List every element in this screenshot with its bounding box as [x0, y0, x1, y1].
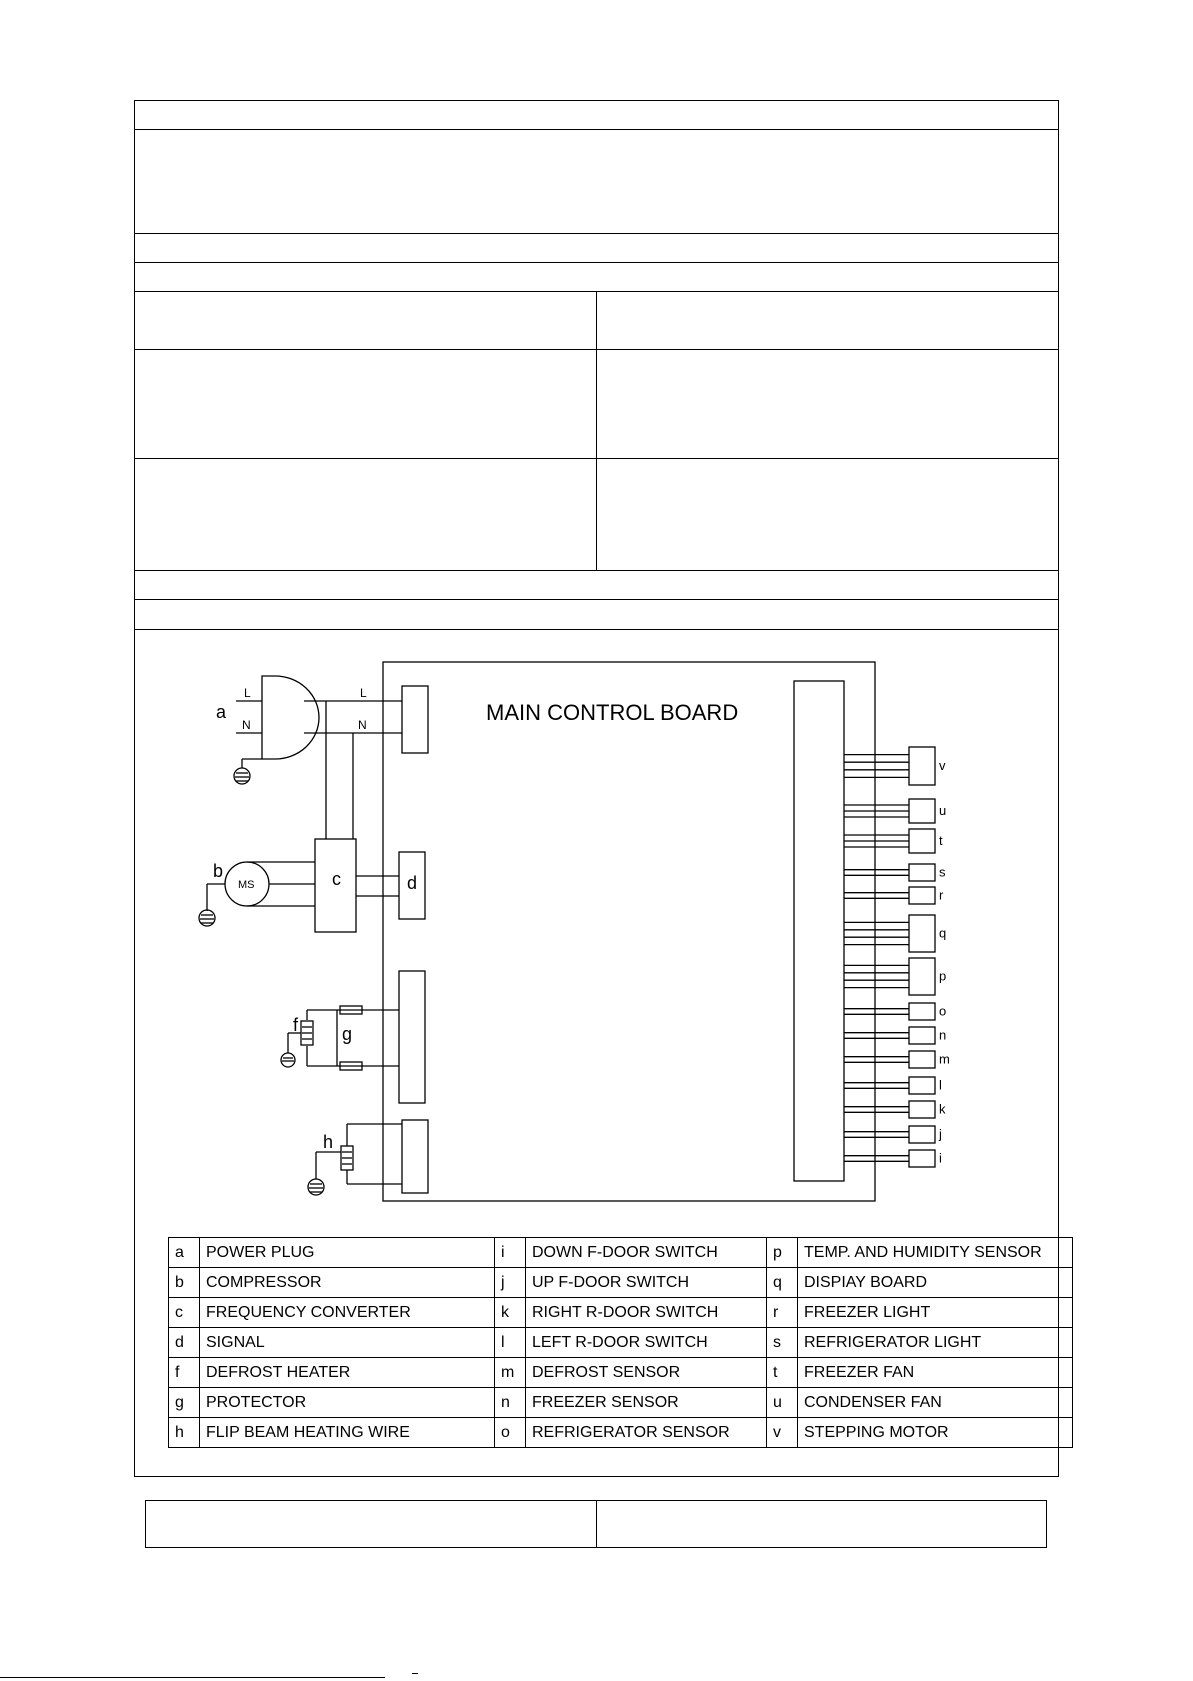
connector-q	[909, 915, 935, 952]
legend-key: k	[495, 1298, 526, 1328]
legend-row	[169, 1298, 1073, 1328]
legend-label: SIGNAL	[200, 1328, 495, 1358]
legend-key: a	[169, 1238, 200, 1268]
legend-key: h	[169, 1418, 200, 1448]
power-plug	[262, 676, 319, 759]
legend-label: STEPPING MOTOR	[798, 1418, 1073, 1448]
legend-key: f	[169, 1358, 200, 1388]
legend-label: REFRIGERATOR SENSOR	[526, 1418, 767, 1448]
power-connector	[402, 686, 428, 753]
connector-i	[909, 1150, 935, 1167]
connector-m	[909, 1051, 935, 1068]
legend-key: s	[767, 1328, 798, 1358]
legend-label: FREEZER LIGHT	[798, 1298, 1073, 1328]
connector-label: n	[939, 1027, 947, 1043]
connector-s	[909, 864, 935, 881]
plug-neutral-label: N	[242, 718, 251, 732]
label-g: g	[342, 1024, 353, 1044]
legend-label: PROTECTOR	[200, 1388, 495, 1418]
legend-label: TEMP. AND HUMIDITY SENSOR	[798, 1238, 1073, 1268]
board-neutral-label: N	[358, 718, 367, 732]
legend-row	[169, 1238, 1073, 1268]
connector-u	[909, 799, 935, 823]
connector-label: u	[939, 803, 947, 818]
legend-key: t	[767, 1358, 798, 1388]
legend-label: COMPRESSOR	[200, 1268, 495, 1298]
legend-label: FREEZER FAN	[798, 1358, 1073, 1388]
legend-key: d	[169, 1328, 200, 1358]
legend-label: FREEZER SENSOR	[526, 1388, 767, 1418]
board-line-label: L	[360, 686, 367, 700]
legend-row	[169, 1358, 1073, 1388]
legend-key: b	[169, 1268, 200, 1298]
legend-key: v	[767, 1418, 798, 1448]
label-b: b	[213, 861, 224, 881]
legend-label: POWER PLUG	[200, 1238, 495, 1268]
legend-key: q	[767, 1268, 798, 1298]
legend-label: DEFROST HEATER	[200, 1358, 495, 1388]
legend-label: REFRIGERATOR LIGHT	[798, 1328, 1073, 1358]
connector-p	[909, 958, 935, 995]
connector-label: j	[939, 1126, 942, 1142]
connector-label: m	[939, 1051, 950, 1067]
legend-label: DEFROST SENSOR	[526, 1358, 767, 1388]
legend-row	[169, 1268, 1073, 1298]
connector-j	[909, 1126, 935, 1143]
legend-row	[169, 1418, 1073, 1448]
board-terminal-strip	[794, 681, 844, 1181]
legend-key: o	[495, 1418, 526, 1448]
connector-t	[909, 829, 935, 853]
legend-key: n	[495, 1388, 526, 1418]
connector-label: t	[939, 833, 943, 848]
connector-label: i	[939, 1150, 942, 1166]
connector-label: s	[939, 864, 946, 880]
legend-key: i	[495, 1238, 526, 1268]
legend-row	[169, 1328, 1073, 1358]
label-c: c	[332, 869, 341, 889]
legend-label: DISPIAY BOARD	[798, 1268, 1073, 1298]
legend-label: FREQUENCY CONVERTER	[200, 1298, 495, 1328]
legend-key: u	[767, 1388, 798, 1418]
connector-label: r	[939, 887, 944, 903]
compressor-motor-label: MS	[238, 879, 255, 891]
legend-table	[168, 1237, 1073, 1448]
plug-line-label: L	[244, 686, 251, 700]
label-d: d	[407, 873, 418, 893]
legend-label: RIGHT R-DOOR SWITCH	[526, 1298, 767, 1328]
legend-key: c	[169, 1298, 200, 1328]
legend-label: FLIP BEAM HEATING WIRE	[200, 1418, 495, 1448]
legend-label: UP F-DOOR SWITCH	[526, 1268, 767, 1298]
legend-key: l	[495, 1328, 526, 1358]
legend-label: DOWN F-DOOR SWITCH	[526, 1238, 767, 1268]
connector-n	[909, 1027, 935, 1044]
label-a: a	[216, 702, 227, 722]
ground-icon	[281, 1053, 295, 1067]
connector-label: v	[939, 758, 946, 773]
legend-label: CONDENSER FAN	[798, 1388, 1073, 1418]
connector-o	[909, 1003, 935, 1020]
label-f: f	[293, 1015, 299, 1035]
legend-row	[169, 1388, 1073, 1418]
connector-label: p	[939, 968, 947, 984]
legend-key: r	[767, 1298, 798, 1328]
board-title: MAIN CONTROL BOARD	[486, 700, 739, 725]
connector-label: k	[939, 1101, 946, 1117]
connector-label: l	[939, 1077, 942, 1093]
connector-v	[909, 747, 935, 785]
connector-r	[909, 887, 935, 904]
label-h: h	[323, 1132, 334, 1152]
connector-label: q	[939, 925, 947, 941]
connector-label: o	[939, 1003, 947, 1019]
legend-label: LEFT R-DOOR SWITCH	[526, 1328, 767, 1358]
legend-key: g	[169, 1388, 200, 1418]
connector-k	[909, 1101, 935, 1118]
heater-connector	[399, 971, 425, 1103]
legend-key: j	[495, 1268, 526, 1298]
connector-l	[909, 1077, 935, 1094]
flip-beam-connector	[402, 1120, 428, 1193]
legend-key: m	[495, 1358, 526, 1388]
main-control-board	[383, 662, 875, 1201]
legend-key: p	[767, 1238, 798, 1268]
